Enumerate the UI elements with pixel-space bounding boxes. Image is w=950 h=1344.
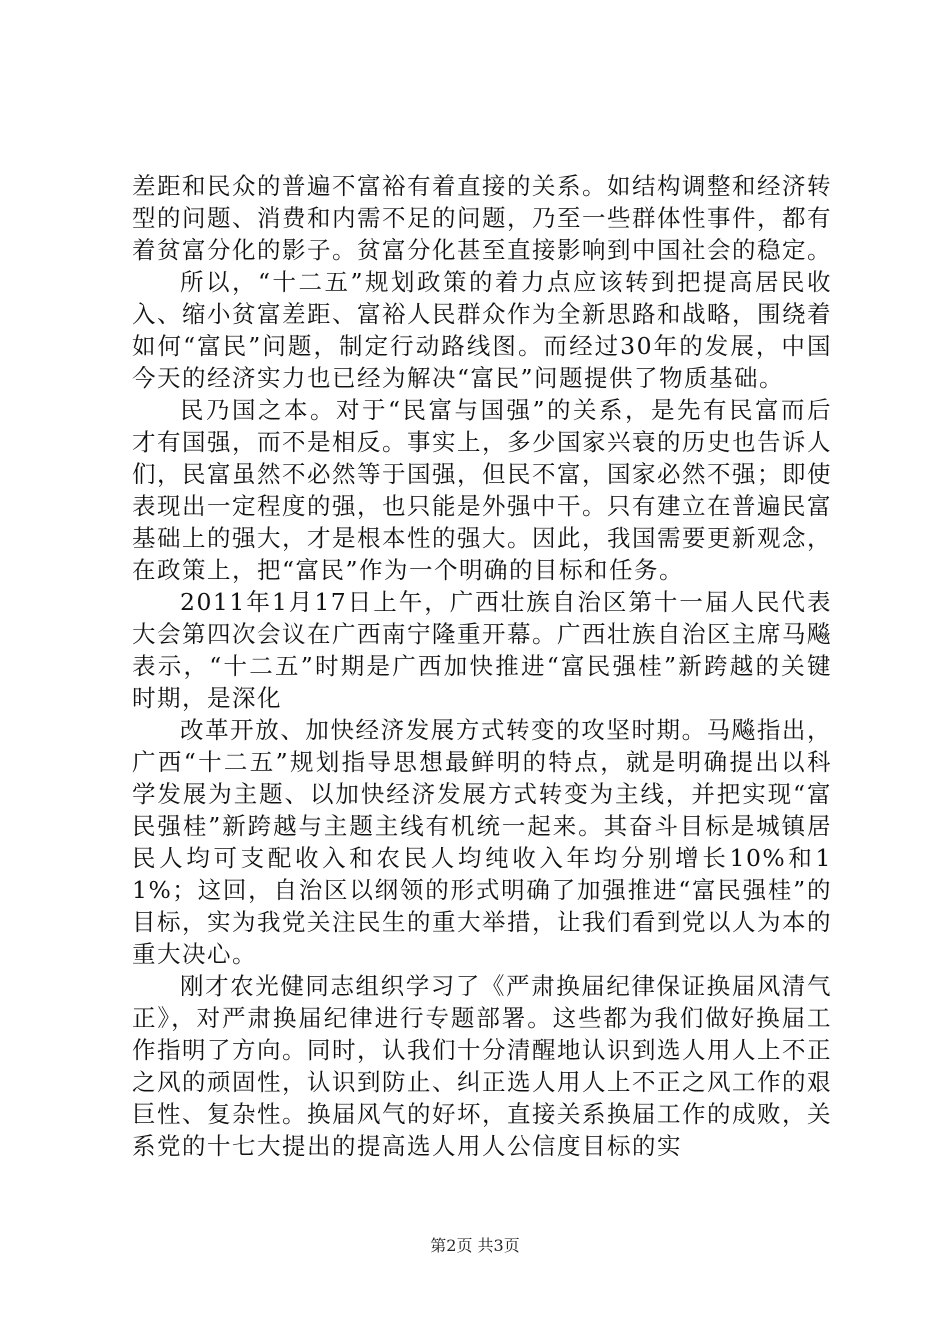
paragraph-5: 改革开放、加快经济发展方式转变的攻坚时期。马飚指出，广西“十二五”规划指导思想最鲜明的特点，就是明确提出以科学发展为主题、以加快经济发展方式转变为主线，并把实现“富民强桂”新跨越与主题主线有机统一起来。其奋斗目标是城镇居民人均可支配收入和农民人均纯收入年均分别增长10%和11%；这回，自治区以纲领的形式明确了加强推进“富民强桂”的目标，实为我党关注民生的重大举措，让我们看到党以人为本的重大决心。 <box>132 716 832 968</box>
paragraph-2: 所以，“十二五”规划政策的着力点应该转到把提高居民收入、缩小贫富差距、富裕人民群众作为全新思路和战略，围绕着如何“富民”问题，制定行动路线图。而经过30年的发展，中国今天的经济实力也已经为解决“富民”问题提供了物质基础。 <box>132 268 832 392</box>
paragraph-4: 2011年1月17日上午，广西壮族自治区第十一届人民代表大会第四次会议在广西南宁隆重开幕。广西壮族自治区主席马飚表示，“十二五”时期是广西加快推进“富民强桂”新跨越的关键时期，是深化 <box>132 588 832 712</box>
paragraph-1: 差距和民众的普遍不富裕有着直接的关系。如结构调整和经济转型的问题、消费和内需不足的问题，乃至一些群体性事件，都有着贫富分化的影子。贫富分化甚至直接影响到中国社会的稳定。 <box>132 172 832 264</box>
page-number-footer: 第2页 共3页 <box>430 1236 520 1255</box>
paragraph-6: 刚才农光健同志组织学习了《严肃换届纪律保证换届风清气正》，对严肃换届纪律进行专题部署。这些都为我们做好换届工作指明了方向。同时，认我们十分清醒地认识到选人用人上不正之风的顽固性，认识到防止、纠正选人用人上不正之风工作的艰巨性、复杂性。换届风气的好坏，直接关系换届工作的成败，关系党的十七大提出的提高选人用人公信度目标的实 <box>132 972 832 1160</box>
paragraph-3: 民乃国之本。对于“民富与国强”的关系，是先有民富而后才有国强，而不是相反。事实上，多少国家兴衰的历史也告诉人们，民富虽然不必然等于国强，但民不富，国家必然不强；即使表现出一定程度的强，也只能是外强中干。只有建立在普遍民富基础上的强大，才是根本性的强大。因此，我国需要更新观念，在政策上，把“富民”作为一个明确的目标和任务。 <box>132 396 832 584</box>
document-body <box>132 170 832 1162</box>
